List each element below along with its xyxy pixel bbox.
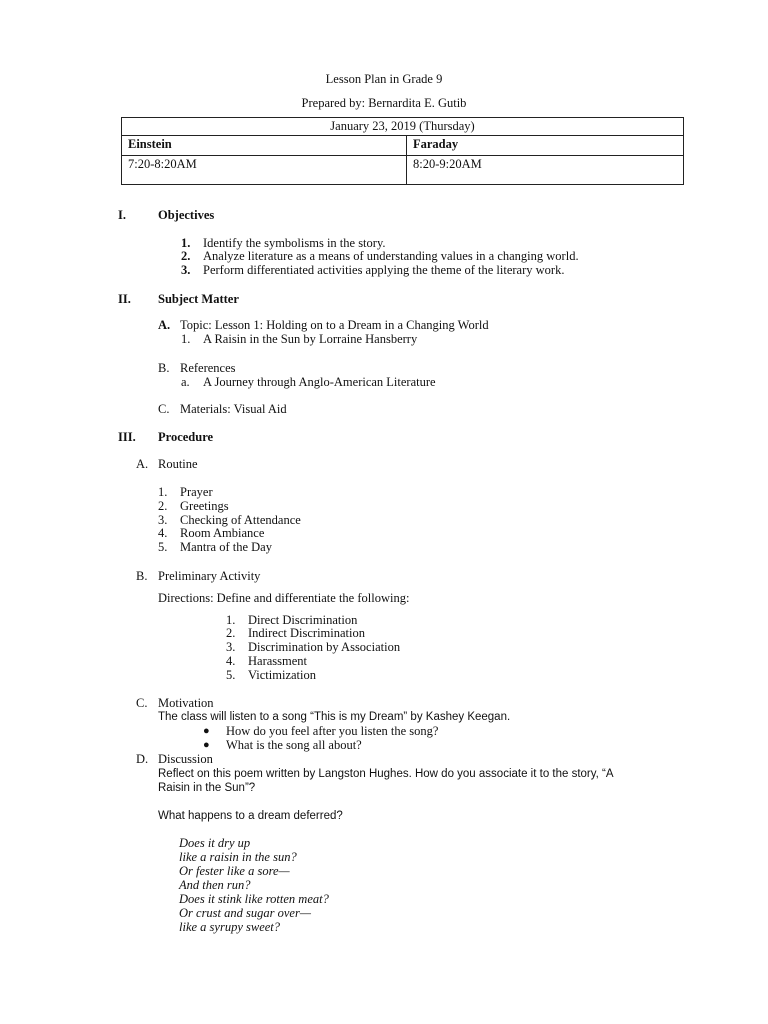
poem-line: like a raisin in the sun? — [179, 850, 297, 864]
routine-item: Greetings — [180, 499, 229, 513]
time-faraday: 8:20-9:20AM — [407, 156, 684, 185]
list-number: 2. — [181, 249, 191, 263]
motivation-question: What is the song all about? — [226, 738, 362, 752]
list-letter: B. — [136, 569, 148, 583]
list-number: 3. — [181, 263, 191, 277]
routine-label: Routine — [158, 457, 198, 471]
schedule-date: January 23, 2019 (Thursday) — [122, 118, 684, 136]
poem-line: And then run? — [179, 878, 251, 892]
topic-subitem: A Raisin in the Sun by Lorraine Hansberry — [203, 332, 418, 346]
list-number: 5. — [158, 540, 168, 554]
poem-line: Does it stink like rotten meat? — [179, 892, 329, 906]
time-einstein: 7:20-8:20AM — [122, 156, 407, 185]
list-number: 1. — [181, 332, 191, 346]
directions-text: Directions: Define and differentiate the following: — [158, 591, 410, 605]
preliminary-item: Direct Discrimination — [248, 613, 358, 627]
poem-line: Or crust and sugar over— — [179, 906, 311, 920]
preliminary-item: Discrimination by Association — [248, 640, 401, 654]
prepared-by: Prepared by: Bernardita E. Gutib — [301, 96, 467, 110]
list-number: 3. — [226, 640, 236, 654]
list-letter: A. — [158, 318, 171, 332]
list-number: 1. — [181, 236, 191, 250]
poem-line: like a syrupy sweet? — [179, 920, 281, 934]
list-number: 1. — [226, 613, 236, 627]
section-numeral: II. — [118, 292, 131, 306]
list-letter: D. — [136, 752, 149, 766]
motivation-text: The class will listen to a song “This is my Dream” by Kashey Keegan. — [158, 711, 511, 723]
routine-item: Mantra of the Day — [180, 540, 272, 554]
page-title: Lesson Plan in Grade 9 — [325, 72, 443, 86]
section-numeral: III. — [118, 430, 136, 444]
list-letter: A. — [136, 457, 149, 471]
routine-item: Prayer — [180, 485, 213, 499]
materials-text: Materials: Visual Aid — [180, 402, 287, 416]
list-number: 4. — [158, 526, 168, 540]
procedure-heading: Procedure — [158, 430, 214, 444]
preliminary-item: Indirect Discrimination — [248, 626, 365, 640]
discussion-question: What happens to a dream deferred? — [158, 810, 343, 822]
references-label: References — [180, 361, 236, 375]
list-number: 5. — [226, 668, 236, 682]
discussion-text: Reflect on this poem written by Langston Hughes. How do you associate it to the story, “A — [158, 768, 614, 780]
reference-item: A Journey through Anglo-American Literature — [203, 375, 436, 389]
section-faraday: Faraday — [407, 136, 684, 156]
bullet-icon: ● — [203, 725, 210, 737]
preliminary-label: Preliminary Activity — [158, 569, 261, 583]
motivation-label: Motivation — [158, 696, 214, 710]
objective-item: Analyze literature as a means of understanding values in a changing world. — [203, 249, 579, 263]
routine-item: Room Ambiance — [180, 526, 265, 540]
routine-item: Checking of Attendance — [180, 513, 301, 527]
schedule-table — [121, 117, 684, 185]
bullet-icon: ● — [203, 739, 210, 751]
preliminary-item: Harassment — [248, 654, 308, 668]
motivation-question: How do you feel after you listen the song? — [226, 724, 439, 738]
list-letter: C. — [158, 402, 170, 416]
list-number: 3. — [158, 513, 168, 527]
list-number: 2. — [226, 626, 236, 640]
list-letter: C. — [136, 696, 148, 710]
topic-text: Topic: Lesson 1: Holding on to a Dream in a Changing World — [180, 318, 489, 332]
subject-matter-heading: Subject Matter — [158, 292, 239, 306]
discussion-text-continued: Raisin in the Sun”? — [158, 782, 256, 794]
poem-line: Or fester like a sore— — [179, 864, 290, 878]
objectives-heading: Objectives — [158, 208, 215, 222]
objective-item: Perform differentiated activities applying the theme of the literary work. — [203, 263, 565, 277]
list-number: 4. — [226, 654, 236, 668]
list-letter: a. — [181, 375, 190, 389]
list-number: 2. — [158, 499, 168, 513]
section-numeral: I. — [118, 208, 126, 222]
list-number: 1. — [158, 485, 168, 499]
section-einstein: Einstein — [122, 136, 407, 156]
poem-line: Does it dry up — [179, 836, 251, 850]
objective-item: Identify the symbolisms in the story. — [203, 236, 386, 250]
discussion-label: Discussion — [158, 752, 213, 766]
preliminary-item: Victimization — [248, 668, 316, 682]
list-letter: B. — [158, 361, 170, 375]
